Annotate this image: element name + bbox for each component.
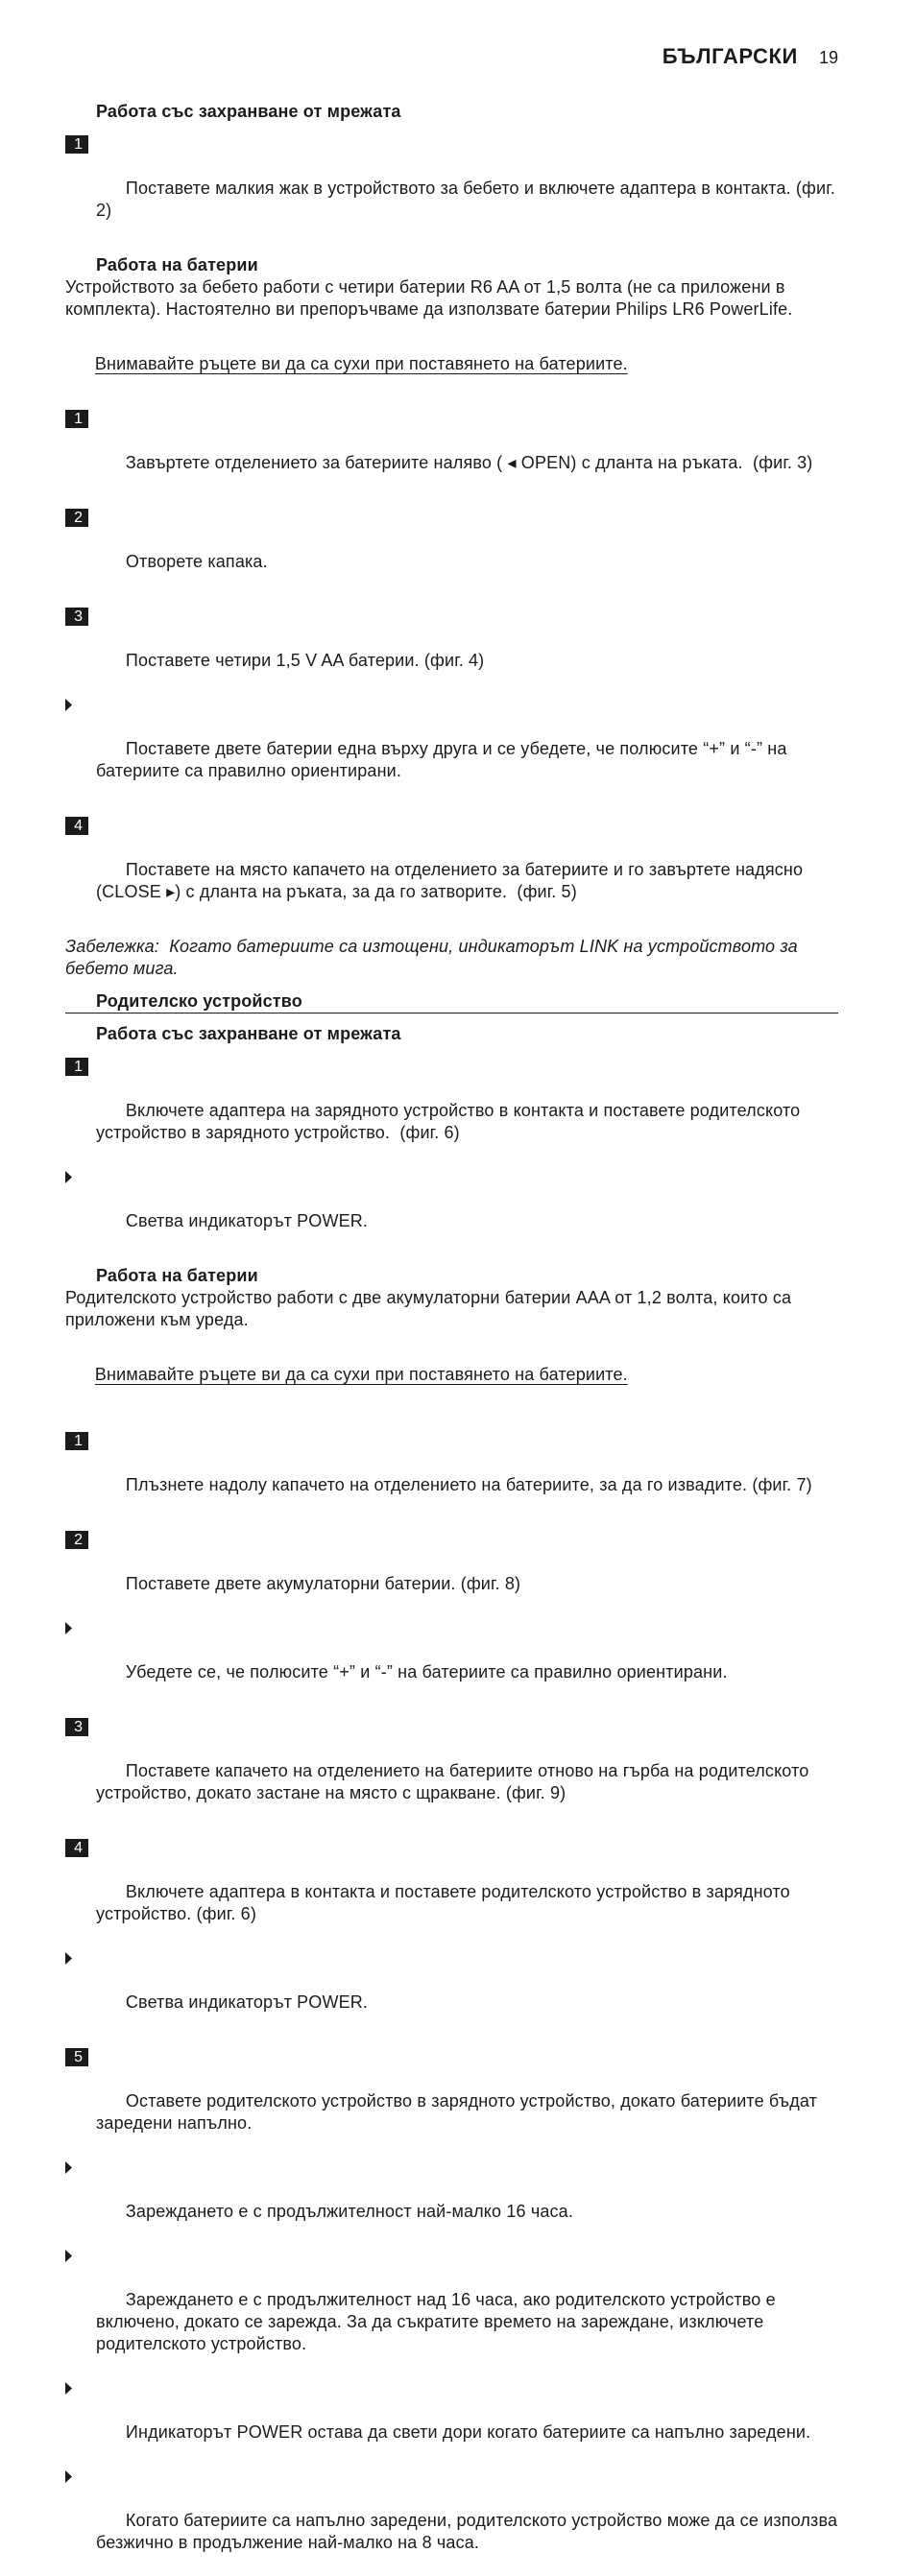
step-number-badge: 1	[65, 1058, 88, 1076]
bullet-item	[65, 1166, 838, 1254]
bullet-text: Поставете двете батерии една върху друга и се убедете, че полюсите “+” и “-” на батериите са правилно ориентирани.	[96, 739, 792, 780]
warning-text: Внимавайте ръцете ви да са сухи при поставянето на батериите.	[94, 354, 628, 373]
step-text: Плъзнете надолу капачето на отделението на батериите, за да го извадите. (фиг. 7)	[125, 1475, 812, 1494]
battery-intro-paragraph: Устройството за бебето работи с четири батерии R6 AA от 1,5 волта (не са приложени в комплекта). Настоятелно ви препоръчваме да използвате батерии Philips LR6 PowerLife.	[65, 277, 793, 319]
triangle-right-bullet-icon	[65, 1622, 72, 1634]
bullet-item	[65, 2377, 838, 2466]
bullet-item	[65, 2245, 838, 2377]
page-number: 19	[818, 48, 838, 67]
step-number-badge: 1	[65, 135, 88, 154]
bullet-text: Зареждането е с продължителност най-малко 16 часа.	[125, 2202, 573, 2221]
bullet-item	[65, 1947, 838, 2036]
triangle-right-bullet-icon	[65, 2470, 72, 2483]
bullet-text: Когато батериите са напълно заредени, родителското устройство може да се използва безжично в продължение най-малко на 8 часа.	[96, 2511, 843, 2552]
step-text: Завъртете отделението за батериите наляво ( ◂ OPEN) с дланта на ръката. (фиг. 3)	[125, 453, 813, 472]
warning-text: Внимавайте ръцете ви да са сухи при поставянето на батериите.	[94, 1365, 628, 1384]
step-item	[65, 507, 838, 595]
step-item	[65, 2046, 838, 2157]
step-number-badge: 4	[65, 817, 88, 835]
step-text: Поставете четири 1,5 V AA батерии. (фиг. 4)	[125, 651, 485, 670]
triangle-right-bullet-icon	[65, 2382, 72, 2395]
section-heading-battery-operation: Работа на батерии	[96, 255, 258, 274]
battery-intro-paragraph: Родителското устройство работи с две акумулаторни батерии AAA от 1,2 волта, които са приложени към уреда.	[65, 1288, 797, 1329]
step-text: Поставете капачето на отделението на батериите отново на гърба на родителското устройство, докато застане на място с щракване. (фиг. 9)	[96, 1761, 814, 1802]
step-number-badge: 2	[65, 509, 88, 527]
note-paragraph: Забележка: Когато батериите са изтощени, индикаторът LINK на устройството за бебето мига.	[65, 937, 804, 978]
bullet-text: Убедете се, че полюсите “+” и “-” на батериите са правилно ориентирани.	[125, 1662, 728, 1682]
step-item	[65, 1716, 838, 1826]
step-text: Оставете родителското устройство в зарядното устройство, докато батериите бъдат заредени напълно.	[96, 2091, 823, 2133]
dry-hands-warning	[65, 331, 838, 397]
step-text: Поставете малкия жак в устройството за бебето и включете адаптера в контакта. (фиг. 2)	[96, 179, 841, 220]
step-number-badge: 1	[65, 1432, 88, 1450]
step-text: Поставете на място капачето на отделението за батериите и го завъртете надясно (CLOSE ▸) с дланта на ръката, за да го затворите. (фиг. 5)	[96, 860, 808, 901]
bullet-text: Светва индикаторът POWER.	[125, 1992, 369, 2012]
page-header	[663, 46, 838, 68]
section-heading-battery-operation: Работа на батерии	[96, 1266, 258, 1285]
step-item	[65, 1837, 838, 1947]
bullet-item	[65, 1617, 838, 1705]
step-number-badge: 2	[65, 1531, 88, 1549]
step-number-badge: 5	[65, 2048, 88, 2066]
bullet-text: Зареждането е с продължителност над 16 часа, ако родителското устройство е включено, докато се зарежда. За да съкратите времето на зареждане, изключете родителското устройство.	[96, 2290, 781, 2353]
step-item	[65, 1529, 838, 1617]
step-item	[65, 133, 841, 244]
step-number-badge: 1	[65, 410, 88, 428]
bullet-item	[65, 694, 838, 804]
step-text: Отворете капака.	[125, 552, 268, 571]
step-item	[65, 815, 838, 925]
step-item	[65, 408, 838, 496]
section-heading-mains-power: Работа със захранване от мрежата	[96, 102, 401, 121]
section-heading-mains-power: Работа със захранване от мрежата	[96, 1024, 401, 1043]
triangle-right-bullet-icon	[65, 2161, 72, 2174]
step-text: Включете адаптера в контакта и поставете родителското устройство в зарядното устройство. (фиг. 6)	[96, 1882, 795, 1923]
triangle-right-bullet-icon	[65, 699, 72, 711]
step-item	[65, 606, 838, 694]
step-text: Включете адаптера на зарядното устройство в контакта и поставете родителското устройство в зарядното устройство. (фиг. 6)	[96, 1101, 806, 1142]
bullet-item	[65, 2466, 843, 2576]
step-number-badge: 3	[65, 608, 88, 626]
chapter-heading-parent-unit: Родителско устройство	[65, 990, 838, 1014]
step-number-badge: 3	[65, 1718, 88, 1736]
step-number-badge: 4	[65, 1839, 88, 1857]
step-item	[65, 1430, 838, 1518]
step-text: Поставете двете акумулаторни батерии. (фиг. 8)	[125, 1574, 521, 1593]
bullet-text: Светва индикаторът POWER.	[125, 1211, 369, 1230]
triangle-right-bullet-icon	[65, 2250, 72, 2262]
step-item	[65, 1056, 838, 1166]
language-label: БЪЛГАРСКИ	[662, 44, 798, 68]
triangle-right-bullet-icon	[65, 1171, 72, 1183]
page-content	[65, 101, 843, 2576]
bullet-text: Индикаторът POWER остава да свети дори когато батериите са напълно заредени.	[125, 2422, 811, 2442]
triangle-right-bullet-icon	[65, 1952, 72, 1965]
bullet-item	[65, 2157, 838, 2245]
dry-hands-warning	[65, 1342, 838, 1408]
